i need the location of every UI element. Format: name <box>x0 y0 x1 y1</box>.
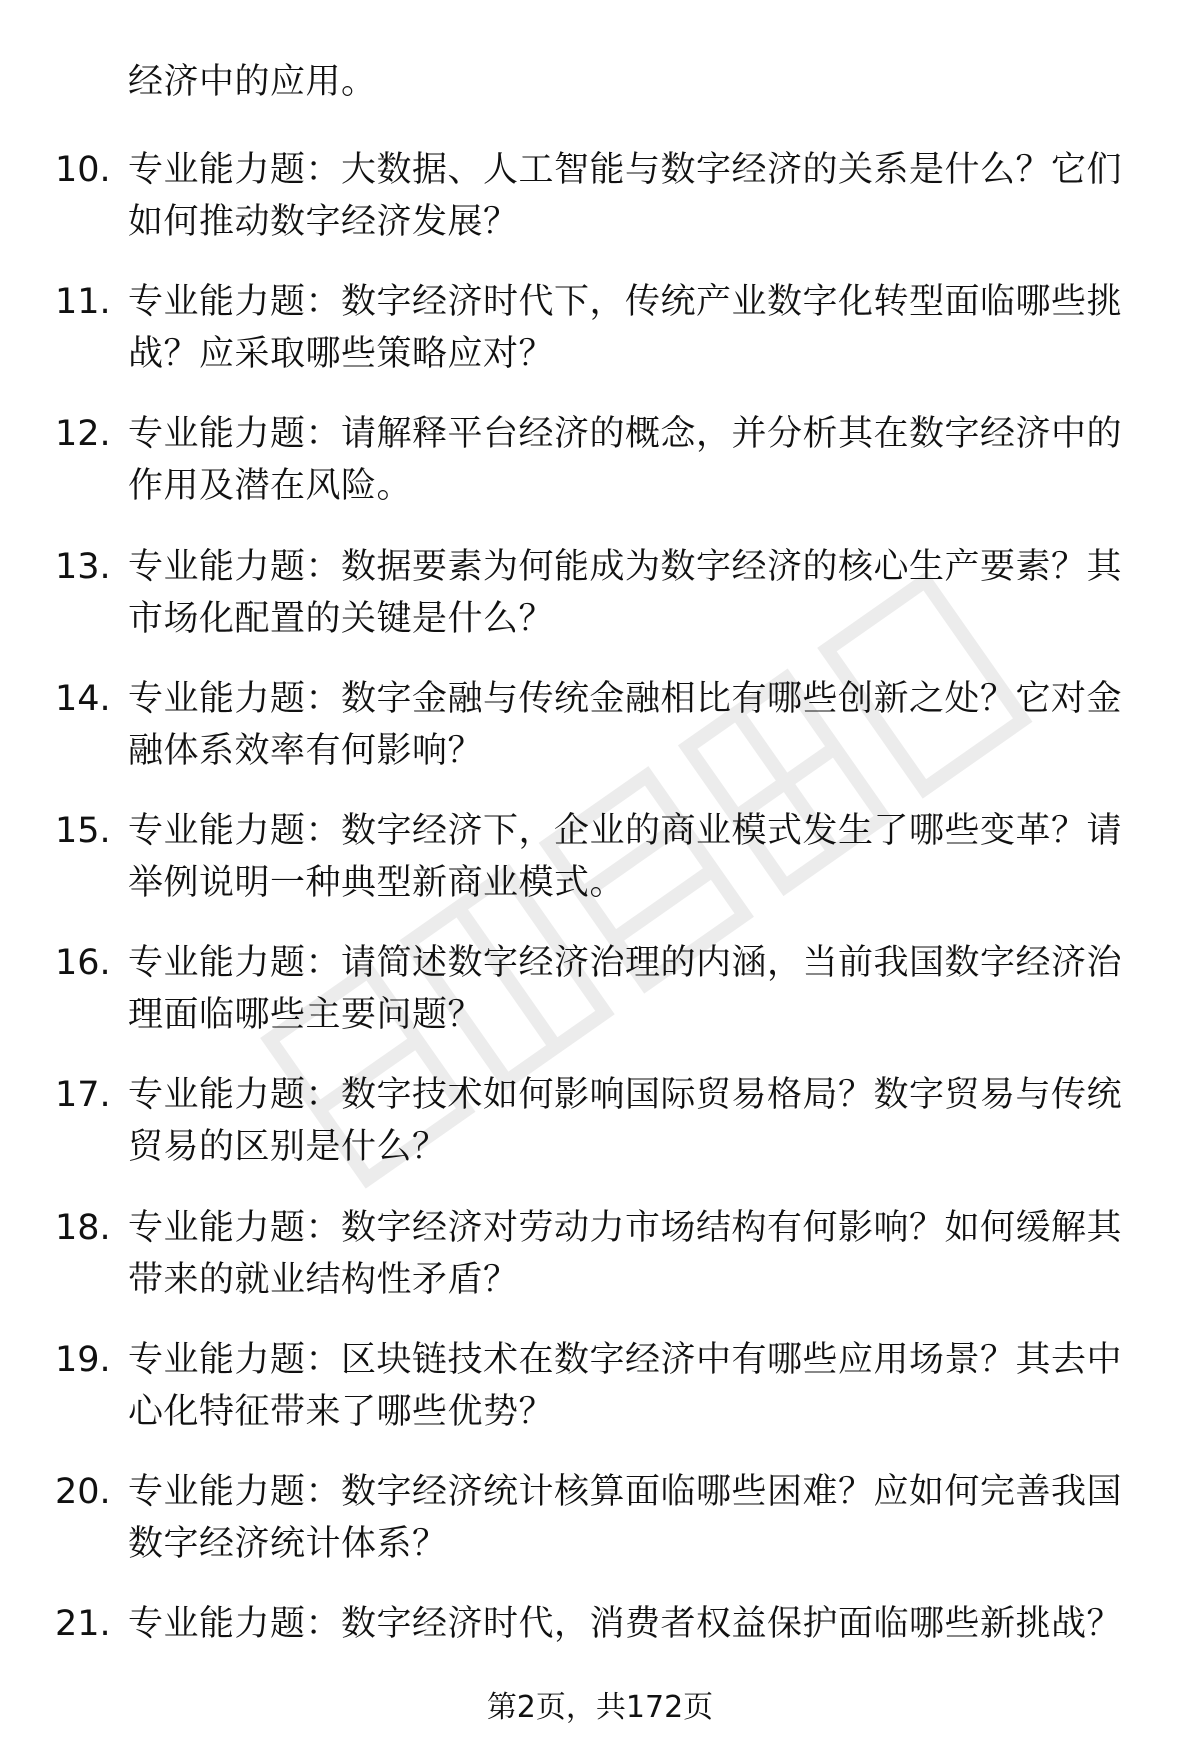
question-text: 专业能力题：数字经济下，企业的商业模式发生了哪些变革？请举例说明一种典型新商业模式。 <box>128 810 1123 903</box>
question-item <box>0 673 1200 805</box>
question-number: 10. <box>55 150 111 190</box>
question-text: 专业能力题：大数据、人工智能与数字经济的关系是什么？它们如何推动数字经济发展？ <box>128 150 1123 242</box>
question-number: 11. <box>55 282 111 323</box>
question-item <box>0 144 1200 276</box>
question-text: 专业能力题：请简述数字经济治理的内涵，当前我国数字经济治理面临哪些主要问题？ <box>128 943 1123 1036</box>
question-text: 专业能力题：请解释平台经济的概念，并分析其在数字经济中的作用及潜在风险。 <box>128 414 1123 507</box>
question-list <box>0 144 1200 1730</box>
question-text: 专业能力题：数字技术如何影响国际贸易格局？数字贸易与传统贸易的区别是什么？ <box>128 1075 1123 1168</box>
question-number: 13. <box>55 546 111 587</box>
question-item <box>0 1466 1200 1598</box>
question-text: 专业能力题：数据要素为何能成为数字经济的核心生产要素？其市场化配置的关键是什么？ <box>128 546 1123 639</box>
question-number: 15. <box>55 810 111 851</box>
question-text: 专业能力题：数字金融与传统金融相比有哪些创新之处？它对金融体系效率有何影响？ <box>128 678 1123 771</box>
question-item <box>0 1069 1200 1201</box>
question-number: 18. <box>55 1207 111 1248</box>
question-number: 16. <box>55 943 111 984</box>
question-item <box>0 1202 1200 1334</box>
question-number: 20. <box>55 1471 111 1512</box>
question-item <box>0 408 1200 540</box>
question-item <box>0 805 1200 937</box>
question-text: 专业能力题：区块链技术在数字经济中有哪些应用场景？其去中心化特征带来了哪些优势？ <box>128 1339 1123 1432</box>
question-number: 17. <box>55 1075 111 1116</box>
question-number: 14. <box>55 678 111 719</box>
question-text: 专业能力题：数字经济时代下，传统产业数字化转型面临哪些挑战？应采取哪些策略应对？ <box>128 282 1123 375</box>
question-item <box>0 937 1200 1069</box>
page-footer: 第2页，共172页 <box>486 1690 714 1725</box>
question-number: 19. <box>55 1339 111 1380</box>
question-item <box>0 1334 1200 1466</box>
question-item <box>0 276 1200 408</box>
question-text: 专业能力题：数字经济对劳动力市场结构有何影响？如何缓解其带来的就业结构性矛盾？ <box>128 1207 1123 1300</box>
question-text: 专业能力题：数字经济统计核算面临哪些困难？应如何完善我国数字经济统计体系？ <box>128 1471 1123 1564</box>
question-number: 12. <box>55 414 111 455</box>
continuation-text: 经济中的应用。 <box>128 62 377 102</box>
question-number: 21. <box>55 1604 111 1645</box>
question-item <box>0 541 1200 673</box>
question-text: 专业能力题：数字经济时代，消费者权益保护面临哪些新挑战？ <box>128 1604 1123 1645</box>
